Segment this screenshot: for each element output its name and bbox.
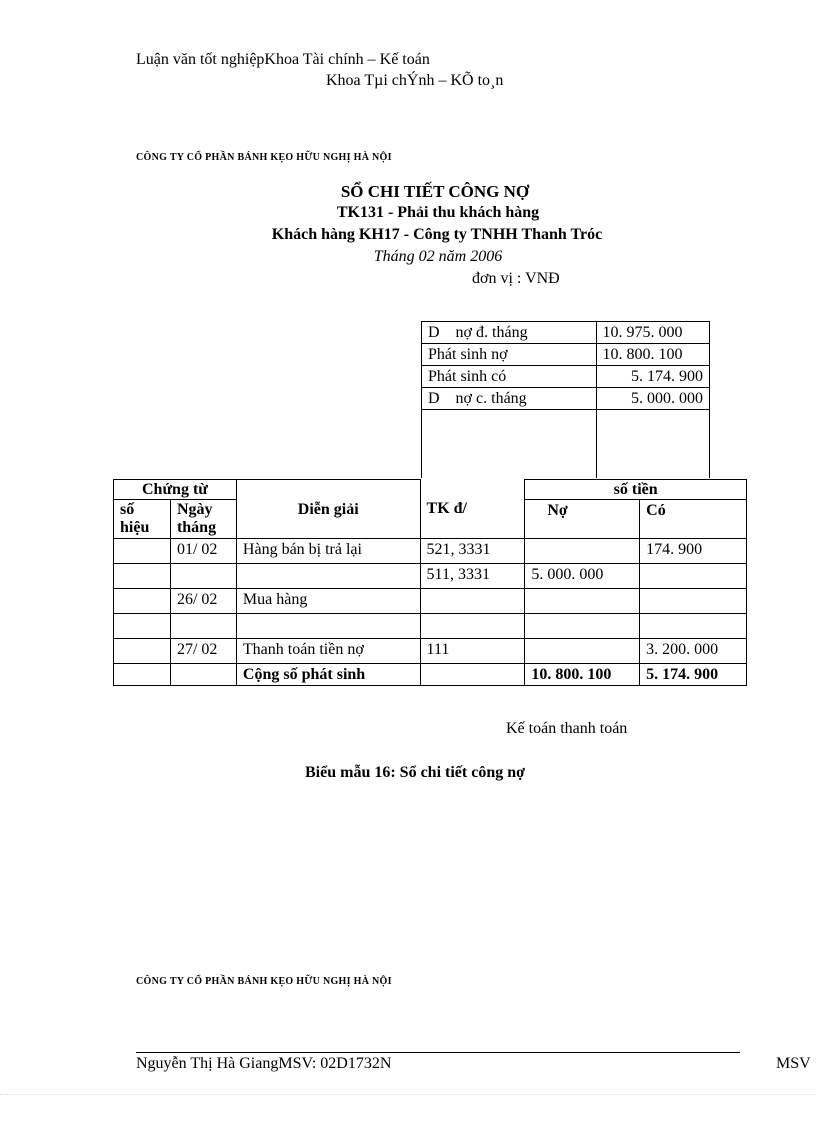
summary-table [421,321,710,478]
signature-label: Kế toán thanh toán [506,720,628,737]
form-caption: Biểu mẫu 16: Sổ chi tiết công nợ [305,764,525,781]
total-label: Cộng số phát sinh [236,664,420,686]
summary-label: Phát sinh nợ [422,344,597,366]
summary-label: D nợ đ. tháng [422,322,597,344]
cell-so-hieu [114,639,171,664]
header-so-hieu: số hiệu [114,500,171,539]
header-no: Nợ [525,500,640,539]
cell-ngay [170,564,236,589]
cell-dien-giai: Thanh toán tiền nợ [236,639,420,664]
ledger-header-row [114,480,747,500]
footer-author: Nguyễn Thị Hà GiangMSV: 02D1732N [136,1055,392,1072]
account-title: TK131 - Phải thu khách hàng [336,204,540,221]
cell-ngay [170,664,236,686]
cell-no [525,589,640,614]
footer-msv: MSV [776,1055,811,1072]
total-co: 5. 174. 900 [640,664,747,686]
header-tk-label: TK đ/ [426,500,467,518]
summary-row [422,322,710,344]
header-so-tien: số tiền [525,480,747,500]
cell-tk [420,614,525,639]
cell-dien-giai [236,614,420,639]
cell-tk [420,589,525,614]
header-ngay-thang: Ngày tháng [170,500,236,539]
cell-so-hieu [114,589,171,614]
header-dien-giai [236,480,420,539]
cell-so-hieu [114,539,171,564]
summary-value: 5. 000. 000 [596,388,709,410]
customer-title: Khách hàng KH17 - Công ty TNHH Thanh Tróc [271,226,603,243]
summary-blank-row [422,410,710,479]
summary-value: 5. 174. 900 [596,366,709,388]
summary-row [422,366,710,388]
summary-label: Phát sinh có [422,366,597,388]
table-row [114,539,747,564]
cell-co: 3. 200. 000 [640,639,747,664]
footer-divider [136,1052,740,1053]
table-row [114,639,747,664]
header-tk [420,480,525,539]
header-line-2: Khoa Tµi chÝnh – KÕ to¸n [326,72,504,89]
summary-blank-cell [596,410,709,479]
cell-ngay: 01/ 02 [170,539,236,564]
cell-co [640,589,747,614]
summary-blank-cell [422,410,597,479]
table-row [114,564,747,589]
summary-label: D nợ c. tháng [422,388,597,410]
cell-no [525,539,640,564]
company-name-bottom: CÔNG TY CỔ PHẦN BÁNH KẸO HỮU NGHỊ HÀ NỘI [136,976,392,987]
ledger-table [113,479,747,686]
summary-row [422,388,710,410]
total-row [114,664,747,686]
cell-co: 174. 900 [640,539,747,564]
company-name-top: CÔNG TY CỔ PHẦN BÁNH KẸO HỮU NGHỊ HÀ NỘI [136,152,392,163]
header-chung-tu: Chứng từ [114,480,237,500]
cell-co [640,564,747,589]
header-co: Có [640,500,747,539]
total-no: 10. 800. 100 [525,664,640,686]
cell-so-hieu [114,614,171,639]
cell-no [525,614,640,639]
summary-value: 10. 800. 100 [596,344,709,366]
table-row [114,589,747,614]
unit-label: đơn vị : VNĐ [472,270,560,287]
page-bottom-line [0,1094,816,1095]
period: Tháng 02 năm 2006 [373,248,503,265]
header-line-1: Luận văn tốt nghiệpKhoa Tài chính – Kế toán [136,51,430,68]
document-title: SỔ CHI TIẾT CÔNG NỢ [340,182,530,201]
cell-tk: 511, 3331 [420,564,525,589]
cell-tk [420,664,525,686]
summary-value: 10. 975. 000 [596,322,709,344]
cell-tk: 111 [420,639,525,664]
cell-no [525,639,640,664]
table-row [114,614,747,639]
header-dien-giai-label: Diễn giải [297,500,359,518]
cell-ngay [170,614,236,639]
cell-ngay: 27/ 02 [170,639,236,664]
cell-ngay: 26/ 02 [170,589,236,614]
summary-row [422,344,710,366]
cell-so-hieu [114,664,171,686]
cell-dien-giai: Mua hàng [236,589,420,614]
cell-dien-giai: Hàng bán bị trả lại [236,539,420,564]
cell-no: 5. 000. 000 [525,564,640,589]
cell-co [640,614,747,639]
cell-tk: 521, 3331 [420,539,525,564]
cell-so-hieu [114,564,171,589]
cell-dien-giai [236,564,420,589]
